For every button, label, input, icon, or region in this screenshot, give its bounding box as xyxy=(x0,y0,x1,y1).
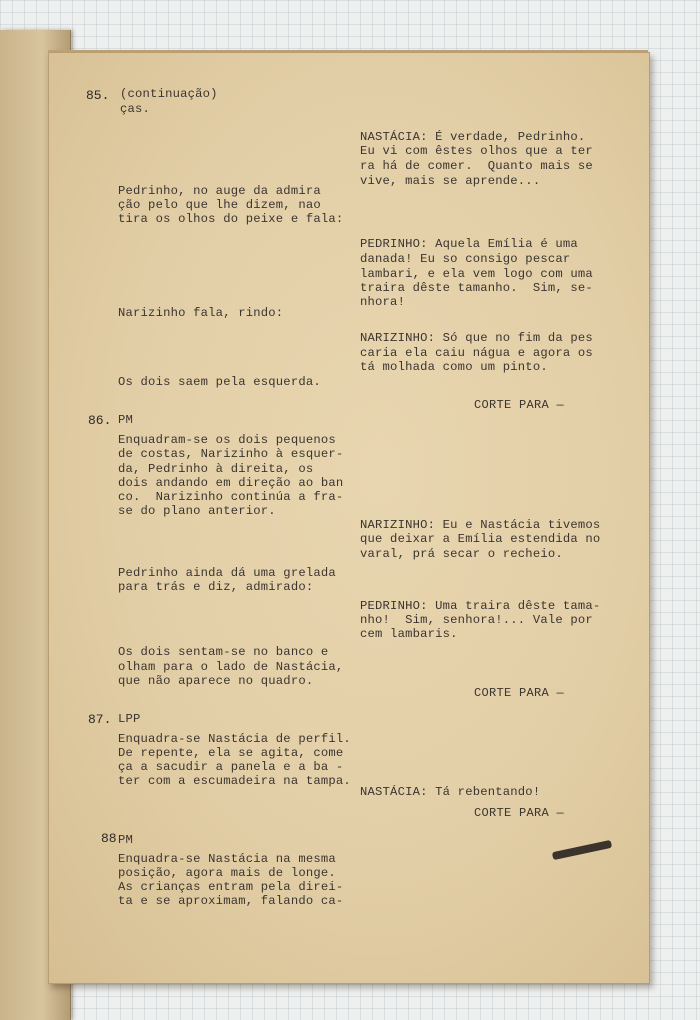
action-line: Pedrinho, no auge da admira xyxy=(118,184,321,198)
dialogue-line: ra há de comer. Quanto mais se xyxy=(360,159,593,173)
dialogue-line: nhora! xyxy=(360,295,406,309)
action-line: Enquadra-se Nastácia na mesma xyxy=(118,852,336,866)
scene-number: 85. xyxy=(86,88,110,103)
dialogue-line: traira dêste tamanho. Sim, se- xyxy=(360,281,593,295)
action-line: de costas, Narizinho à esquer- xyxy=(118,447,344,461)
dialogue-line: nho! Sim, senhora!... Vale por xyxy=(360,613,593,627)
action-line: De repente, ela se agita, come xyxy=(118,746,344,760)
action-line: olham para o lado de Nastácia, xyxy=(118,660,344,674)
action-line: tira os olhos do peixe e fala: xyxy=(118,212,344,226)
script-line: (continuação) xyxy=(120,87,218,101)
action-line: ção pelo que lhe dizem, nao xyxy=(118,198,321,212)
dialogue-line: PEDRINHO: Uma traira dêste tama- xyxy=(360,599,601,613)
transition-label: CORTE PARA — xyxy=(474,806,565,820)
action-line: Os dois saem pela esquerda. xyxy=(118,375,321,389)
dialogue-line: lambari, e ela vem logo com uma xyxy=(360,267,593,281)
scene-number: 88 xyxy=(101,831,117,846)
action-line: ça a sacudir a panela e a ba - xyxy=(118,760,344,774)
dialogue-line: vive, mais se aprende... xyxy=(360,174,541,188)
dialogue-line: danada! Eu so consigo pescar xyxy=(360,252,571,266)
action-line: Pedrinho ainda dá uma grelada xyxy=(118,566,336,580)
shot-type: LPP xyxy=(118,712,141,726)
action-line: Enquadra-se Nastácia de perfil. xyxy=(118,732,351,746)
action-line: Narizinho fala, rindo: xyxy=(118,306,284,320)
action-line: posição, agora mais de longe. xyxy=(118,866,336,880)
dialogue-line: que deixar a Emília estendida no xyxy=(360,532,601,546)
action-line: co. Narizinho continúa a fra- xyxy=(118,490,344,504)
shot-type: PM xyxy=(118,413,134,427)
action-line: ta e se aproximam, falando ca- xyxy=(118,894,344,908)
shot-type: PM xyxy=(118,833,134,847)
action-line: ter com a escumadeira na tampa. xyxy=(118,774,351,788)
dialogue-line: NARIZINHO: Só que no fim da pes xyxy=(360,331,593,345)
dialogue-line: tá molhada como um pinto. xyxy=(360,360,548,374)
dialogue-line: varal, prá secar o recheio. xyxy=(360,547,563,561)
dialogue-line: NARIZINHO: Eu e Nastácia tivemos xyxy=(360,518,601,532)
action-line: Os dois sentam-se no banco e xyxy=(118,645,329,659)
action-line: da, Pedrinho à direita, os xyxy=(118,462,314,476)
action-line: As crianças entram pela direi- xyxy=(118,880,344,894)
transition-label: CORTE PARA — xyxy=(474,398,565,412)
dialogue-line: PEDRINHO: Aquela Emília é uma xyxy=(360,237,578,251)
action-line: Enquadram-se os dois pequenos xyxy=(118,433,336,447)
scene-number: 87. xyxy=(88,712,112,727)
scene-number: 86. xyxy=(88,413,112,428)
dialogue-line: caria ela caiu nágua e agora os xyxy=(360,346,593,360)
action-line: para trás e diz, admirado: xyxy=(118,580,314,594)
dialogue-line: NASTÁCIA: É verdade, Pedrinho. xyxy=(360,130,586,144)
dialogue-line: cem lambaris. xyxy=(360,627,458,641)
transition-label: CORTE PARA — xyxy=(474,686,565,700)
dialogue-line: Eu vi com êstes olhos que a ter xyxy=(360,144,593,158)
action-line: que não aparece no quadro. xyxy=(118,674,314,688)
action-line: dois andando em direção ao ban xyxy=(118,476,344,490)
action-line: se do plano anterior. xyxy=(118,504,276,518)
script-line: ças. xyxy=(120,102,151,116)
dialogue-line: NASTÁCIA: Tá rebentando! xyxy=(360,785,541,799)
